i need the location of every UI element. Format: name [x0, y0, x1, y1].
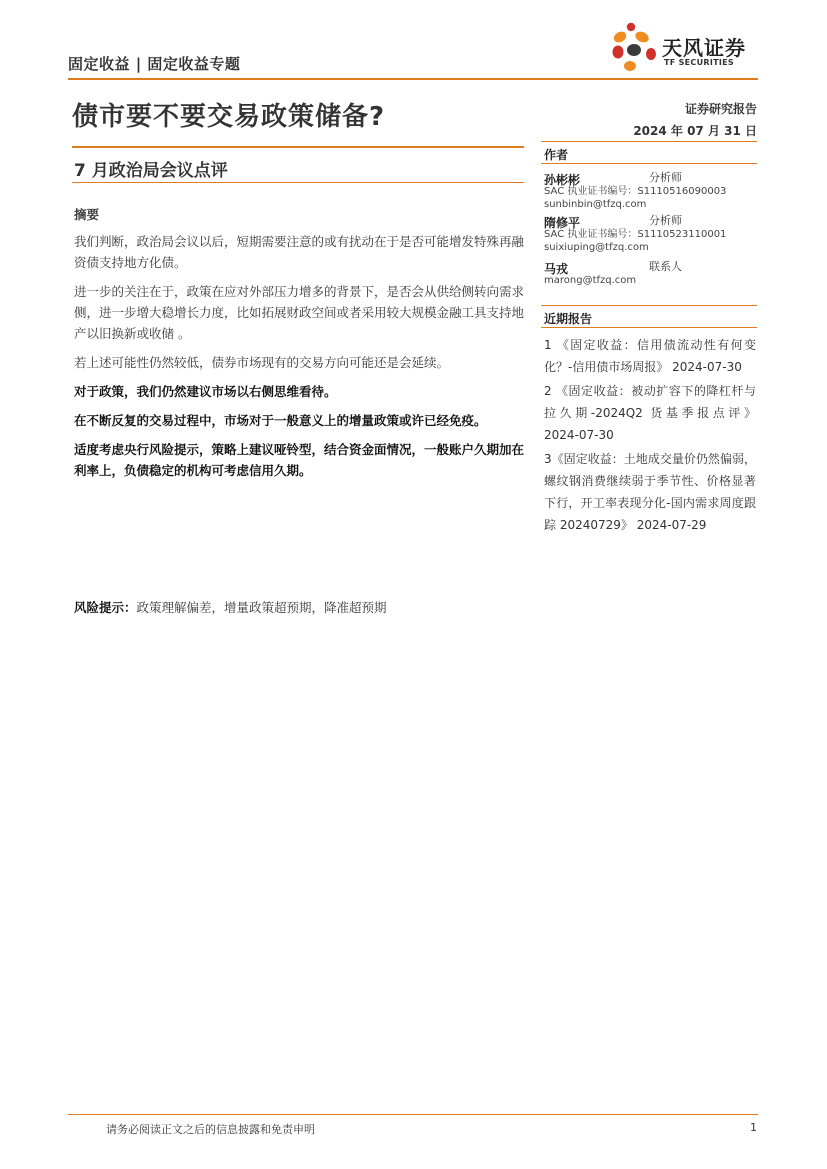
abstract-heading: 摘要 — [74, 207, 100, 222]
author-role: 分析师 — [649, 214, 682, 227]
risk-label: 风险提示： — [74, 600, 137, 615]
author-card — [541, 169, 757, 211]
report-title: 债市要不要交易政策储备? — [72, 102, 386, 132]
recent-top-divider — [541, 305, 757, 306]
header-divider — [68, 78, 758, 80]
logo-chinese-text: 天风证券 — [662, 36, 746, 60]
authors-divider — [541, 163, 757, 164]
recent-reports-list — [544, 334, 756, 538]
author-certificate: SAC 执业证书编号：S1110516090003 — [544, 186, 727, 197]
abstract-key-point: 在不断反复的交易过程中，市场对于一般意义上的增量政策或许已经免疫。 — [74, 413, 487, 428]
report-subtitle: 7 月政治局会议点评 — [74, 161, 228, 181]
company-logo — [610, 20, 760, 76]
author-name: 孙彬彬 — [544, 173, 581, 187]
logo-english-text: TF SECURITIES — [664, 58, 734, 67]
page-number: 1 — [750, 1121, 757, 1134]
risk-warning — [74, 598, 387, 616]
subtitle-divider — [72, 182, 524, 183]
report-category: 固定收益 | 固定收益专题 — [68, 55, 241, 73]
footer-disclaimer: 请务必阅读正文之后的信息披露和免责申明 — [106, 1123, 315, 1136]
recent-divider — [541, 327, 757, 328]
author-email[interactable]: marong@tfzq.com — [544, 275, 637, 286]
recent-reports-heading: 近期报告 — [544, 312, 593, 326]
footer-divider — [68, 1114, 758, 1115]
abstract-key-point: 适度考虑央行风险提示，策略上建议哑铃型，结合资金面情况，一般账户久期加在利率上，负债稳定的机构可考虑信用久期。 — [74, 442, 525, 478]
tf-securities-logo-icon — [610, 20, 662, 76]
report-type: 证券研究报告 — [684, 102, 757, 116]
recent-report-link[interactable]: 2 《固定收益：被动扩容下的降杠杆与拉久期-2024Q2 货基季报点评》 2024-07-30 — [544, 384, 756, 442]
authors-top-divider — [541, 141, 757, 142]
author-name: 隋修平 — [544, 216, 581, 230]
abstract-key-point: 对于政策，我们仍然建议市场以右侧思维看待。 — [74, 384, 337, 399]
abstract-paragraph: 进一步的关注在于，政策在应对外部压力增多的背景下，是否会从供给侧转向需求侧，进一步增大稳增长力度，比如拓展财政空间或者采用较大规模金融工具支持地产以旧换新或收储 。 — [74, 284, 525, 341]
authors-heading: 作者 — [544, 148, 569, 162]
author-name: 马戎 — [544, 262, 569, 276]
abstract-section — [74, 204, 524, 489]
author-card — [541, 258, 757, 287]
abstract-paragraph: 我们判断，政治局会议以后，短期需要注意的或有扰动在于是否可能增发特殊再融资债支持地方化债。 — [74, 234, 525, 270]
abstract-paragraph: 若上述可能性仍然较低，债券市场现有的交易方向可能还是会延续。 — [74, 355, 450, 370]
recent-report-link[interactable]: 3《固定收益：土地成交量价仍然偏弱，螺纹钢消费继续弱于季节性、价格显著下行，开工率表现分化-国内需求周度跟踪 20240729》 2024-07-29 — [544, 452, 756, 532]
report-date: 2024 年 07 月 31 日 — [633, 124, 757, 138]
author-card — [541, 212, 757, 254]
risk-text: 政策理解偏差，增量政策超预期，降准超预期 — [136, 600, 387, 615]
author-role: 联系人 — [649, 260, 682, 273]
author-certificate: SAC 执业证书编号：S1110523110001 — [544, 229, 727, 240]
title-divider — [72, 146, 524, 148]
recent-report-link[interactable]: 1 《固定收益：信用债流动性有何变化？-信用债市场周报》 2024-07-30 — [544, 338, 756, 374]
author-email[interactable]: suixiuping@tfzq.com — [544, 242, 649, 253]
author-role: 分析师 — [649, 171, 682, 184]
author-email[interactable]: sunbinbin@tfzq.com — [544, 199, 647, 210]
